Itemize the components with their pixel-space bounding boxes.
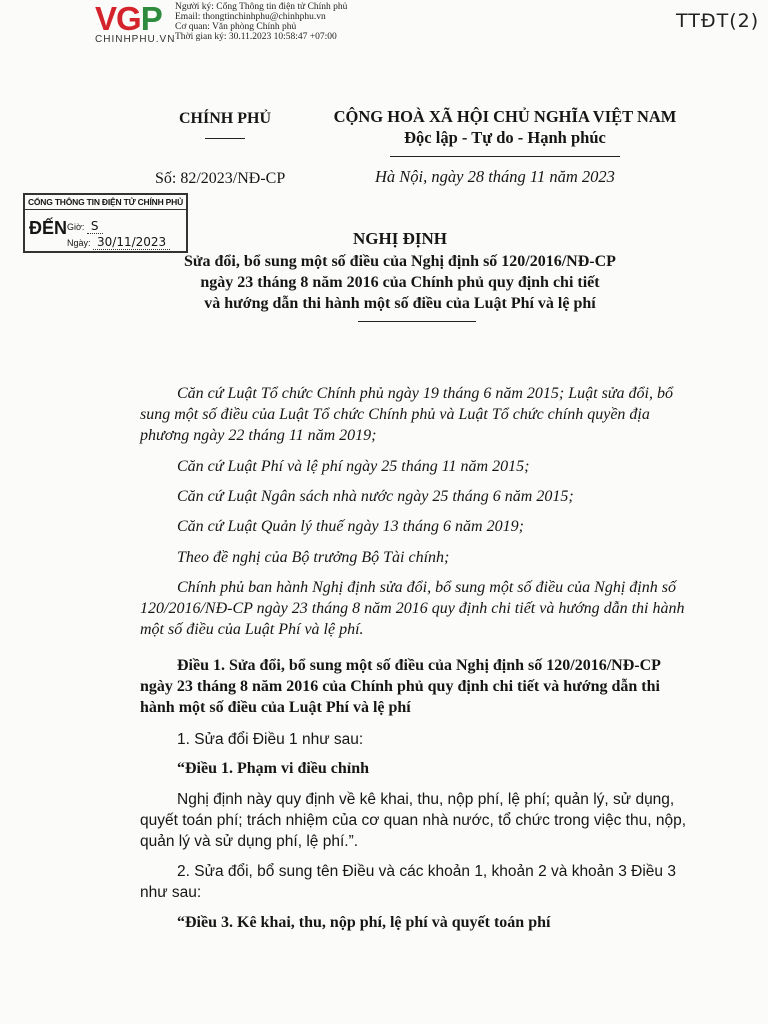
nation-name: CỘNG HOÀ XÃ HỘI CHỦ NGHĨA VIỆT NAM	[333, 107, 677, 126]
stamp-den: ĐẾN	[29, 218, 68, 238]
document-number: Số: 82/2023/NĐ-CP	[155, 170, 286, 187]
issuer-block	[150, 110, 300, 139]
signer-line: Người ký: Cổng Thông tin điện tử Chính phủ	[175, 2, 348, 12]
document-title: NGHỊ ĐỊNH	[353, 229, 447, 248]
article-1-heading: Điều 1. Sửa đổi, bổ sung một số điều của Nghị định số 120/2016/NĐ-CP ngày 23 tháng 8 năm 2016 của Chính phủ quy định chi tiết và hướng dẫn thi hành một số điều của Luật Phí và lệ phí	[140, 657, 661, 716]
preamble-paragraph: Chính phủ ban hành Nghị định sửa đổi, bổ sung một số điều của Nghị định số 120/2016/NĐ-CP ngày 23 tháng 8 năm 2016 quy định chi tiết và hướng dẫn thi hành một số điều của Luật Phí và lệ phí.	[140, 579, 685, 638]
vgp-logo	[95, 0, 176, 45]
quote-article-1-heading: “Điều 1. Phạm vi điều chỉnh	[177, 760, 370, 777]
subtitle-line-1: Sửa đổi, bổ sung một số điều của Nghị định số 120/2016/NĐ-CP	[184, 253, 616, 270]
motto-rule	[390, 156, 620, 157]
article-1-item-2: 2. Sửa đổi, bổ sung tên Điều và các khoản 1, khoản 2 và khoản 3 Điều 3 như sau:	[140, 863, 676, 901]
preamble-paragraph: Căn cứ Luật Phí và lệ phí ngày 25 tháng 11 năm 2015;	[177, 458, 530, 475]
preamble-paragraph: Theo đề nghị của Bộ trưởng Bộ Tài chính;	[177, 549, 450, 566]
stamp-time-label: Giờ:	[67, 222, 85, 232]
motto: Độc lập - Tự do - Hạnh phúc	[404, 128, 606, 147]
agency-line: Cơ quan: Văn phòng Chính phủ	[175, 22, 297, 32]
digital-signature-info	[175, 2, 347, 42]
nation-block	[320, 106, 690, 157]
issuer-rule	[205, 138, 245, 139]
preamble-paragraph: Căn cứ Luật Ngân sách nhà nước ngày 25 tháng 6 năm 2015;	[177, 488, 574, 505]
vgp-logo-letters: VGP	[95, 0, 162, 37]
subtitle-line-2: ngày 23 tháng 8 năm 2016 của Chính phủ quy định chi tiết	[200, 274, 600, 291]
quote-article-1-body: Nghị định này quy định về kê khai, thu, nộp phí, lệ phí; quản lý, sử dụng, quyết toán phí; trách nhiệm của cơ quan nhà nước, tổ chức trong việc thu, nộp, quản lý và sử dụng phí, lệ phí.”.	[140, 791, 687, 850]
stamp-date-value: 30/11/2023	[93, 235, 170, 250]
vgp-logo-subtitle: CHINHPHU.VN	[95, 34, 176, 45]
place-date: Hà Nội, ngày 28 tháng 11 năm 2023	[375, 167, 615, 186]
quote-article-3-heading: “Điều 3. Kê khai, thu, nộp phí, lệ phí và quyết toán phí	[177, 914, 551, 931]
subtitle-line-3: và hướng dẫn thi hành một số điều của Luật Phí và lệ phí	[204, 295, 596, 312]
document-subtitle	[110, 251, 690, 314]
stamp-date-label: Ngày:	[67, 238, 91, 248]
stamp-org: CỔNG THÔNG TIN ĐIỆN TỬ CHÍNH PHỦ	[25, 195, 186, 210]
issuer-name: CHÍNH PHỦ	[179, 110, 271, 127]
title-rule	[358, 321, 476, 322]
preamble-paragraph: Căn cứ Luật Tổ chức Chính phủ ngày 19 tháng 6 năm 2015; Luật sửa đổi, bổ sung một số điều của Luật Tổ chức Chính phủ và Luật Tổ chức chính quyền địa phương ngày 22 tháng 11 năm 2019;	[140, 385, 673, 444]
preamble-paragraph: Căn cứ Luật Quản lý thuế ngày 13 tháng 6 năm 2019;	[177, 518, 524, 535]
sign-time-line: Thời gian ký: 30.11.2023 10:58:47 +07:00	[175, 32, 337, 42]
email-line: Email: thongtinchinhphu@chinhphu.vn	[175, 12, 326, 22]
handwritten-note: TTĐT(2)	[676, 10, 760, 32]
article-1-item-1: 1. Sửa đổi Điều 1 như sau:	[177, 731, 364, 748]
stamp-time-value: S	[87, 219, 103, 234]
